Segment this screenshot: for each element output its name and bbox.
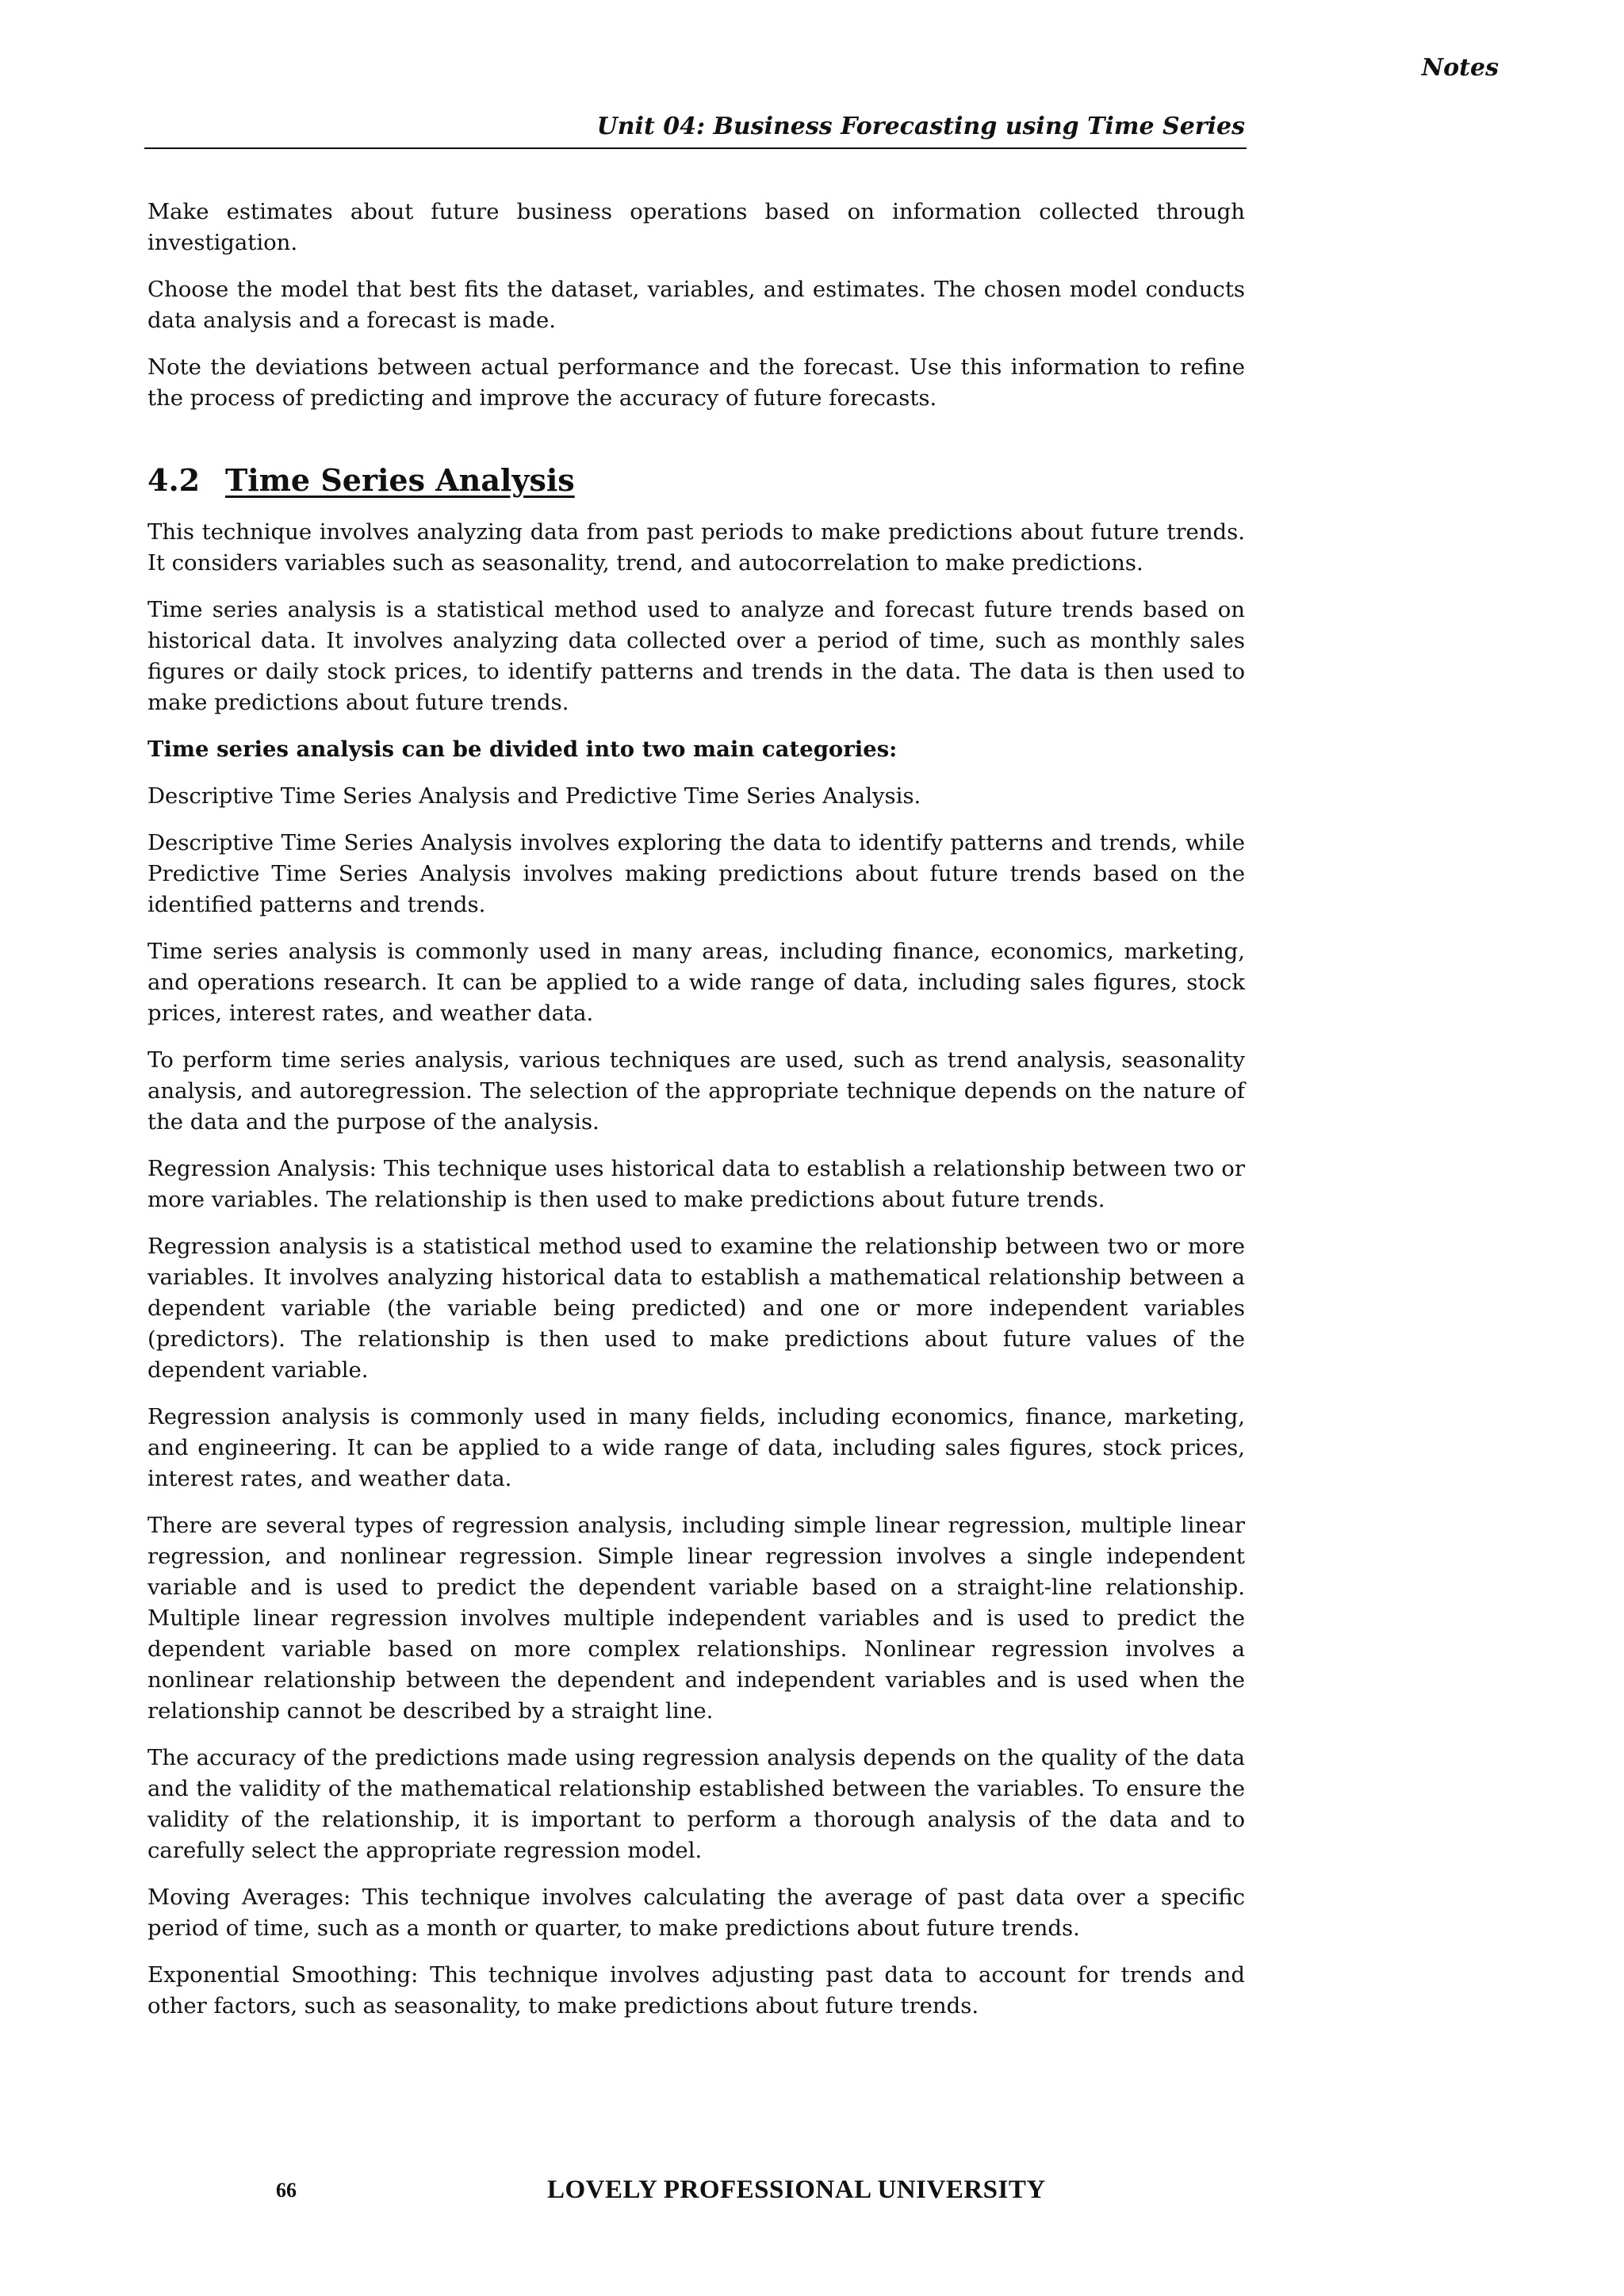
paragraph: Choose the model that best fits the dataset, variables, and estimates. The chosen model conducts data analysis and a forecast is made. <box>147 277 1245 333</box>
paragraph: Make estimates about future business operations based on information collected through investigation. <box>147 199 1245 255</box>
paragraph: Exponential Smoothing: This technique involves adjusting past data to account for trends and other factors, such as seasonality, to make predictions about future trends. <box>147 1962 1245 2019</box>
paragraph: Note the deviations between actual performance and the forecast. Use this information to refine the process of predicting and improve the accuracy of future forecasts. <box>147 354 1245 411</box>
paragraph: Regression Analysis: This technique uses historical data to establish a relationship between two or more variables. The relationship is then used to make predictions about future trends. <box>147 1156 1245 1212</box>
section-title: Time Series Analysis <box>225 462 575 498</box>
paragraph: Time series analysis is commonly used in many areas, including finance, economics, marketing, and operations research. It can be applied to a wide range of data, including sales figures, stock prices, interest rates, and weather data. <box>147 939 1245 1026</box>
running-header: Unit 04: Business Forecasting using Time Series <box>596 113 1245 140</box>
margin-notes-label: Notes <box>1421 54 1499 82</box>
paragraph: The accuracy of the predictions made using regression analysis depends on the quality of the data and the validity of the mathematical relationship established between the variables. To ensure the validity of the relationship, it is important to perform a thorough analysis of the data and to carefully select the appropriate regression model. <box>147 1745 1245 1863</box>
body-content <box>147 197 1245 2038</box>
footer-university: LOVELY PROFESSIONAL UNIVERSITY <box>547 2175 1046 2204</box>
paragraph: To perform time series analysis, various techniques are used, such as trend analysis, seasonality analysis, and autoregression. The selection of the appropriate technique depends on the nature of the data and the purpose of the analysis. <box>147 1047 1245 1135</box>
page-number: 66 <box>276 2179 297 2202</box>
paragraph: Descriptive Time Series Analysis involves exploring the data to identify patterns and trends, while Predictive Time Series Analysis involves making predictions about future trends based on the identified patterns and trends. <box>147 830 1245 917</box>
paragraph: This technique involves analyzing data from past periods to make predictions about future trends. It considers variables such as seasonality, trend, and autocorrelation to make predictions. <box>147 519 1245 576</box>
paragraph: There are several types of regression analysis, including simple linear regression, multiple linear regression, and nonlinear regression. Simple linear regression involves a single independent variable and is used to predict the dependent variable based on a straight-line relationship. Multiple linear regression involves multiple independent variables and is used to predict the dependent variable based on more complex relationships. Nonlinear regression involves a nonlinear relationship between the dependent and independent variables and is used when the relationship cannot be described by a straight line. <box>147 1513 1245 1724</box>
paragraph: Time series analysis is a statistical method used to analyze and forecast future trends based on historical data. It involves analyzing data collected over a period of time, such as monthly sales figures or daily stock prices, to identify patterns and trends in the data. The data is then used to make predictions about future trends. <box>147 597 1245 715</box>
bold-subheading: Time series analysis can be divided into two main categories: <box>147 737 898 762</box>
section-number: 4.2 <box>147 462 201 498</box>
section-heading <box>147 461 1245 499</box>
paragraph: Descriptive Time Series Analysis and Predictive Time Series Analysis. <box>147 783 921 809</box>
paragraph: Regression analysis is a statistical method used to examine the relationship between two or more variables. It involves analyzing historical data to establish a mathematical relationship between a dependent variable (the variable being predicted) and one or more independent variables (predictors). The relationship is then used to make predictions about future values of the dependent variable. <box>147 1234 1245 1383</box>
paragraph: Regression analysis is commonly used in many fields, including economics, finance, marketing, and engineering. It can be applied to a wide range of data, including sales figures, stock prices, interest rates, and weather data. <box>147 1404 1245 1491</box>
header-divider <box>144 147 1247 149</box>
paragraph: Moving Averages: This technique involves calculating the average of past data over a specific period of time, such as a month or quarter, to make predictions about future trends. <box>147 1885 1245 1941</box>
